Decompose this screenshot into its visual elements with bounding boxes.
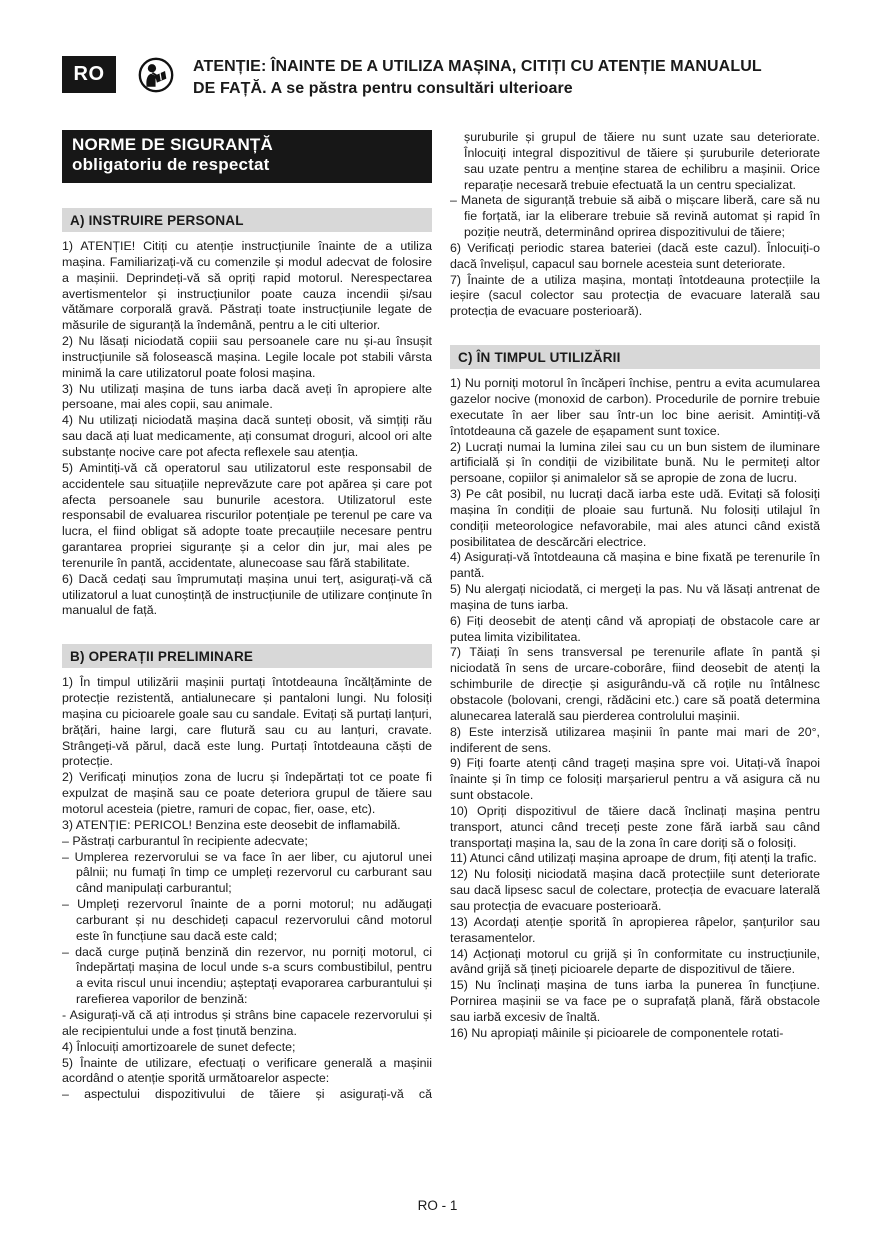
section-b-body xyxy=(62,675,432,1103)
section-c-header: C) ÎN TIMPUL UTILIZĂRII xyxy=(450,345,820,369)
paragraph: 6) Verificați periodic starea bateriei (dacă este cazul). Înlocuiți-o dacă învelișul, capacul sau bornele acesteia sunt deteriorate. xyxy=(450,240,820,271)
paragraph: 4) Înlocuiți amortizoarele de sunet defecte; xyxy=(62,1039,296,1054)
paragraph: 1) ATENȚIE! Citiți cu atenție instrucțiunile înainte de a utiliza mașina. Familiarizați-vă cu comenzile și modul adecvat de folosire a mașinii. Deprindeți-vă să opriți rapid motorul. Nerespectarea avertismentelor și instrucțiunilor poate cauza incendii și/sau vătămare corporală gravă. Păstrați toate instrucțiunile legate de măsurile de siguranță la îndemână, pentru a le citi ulterior. xyxy=(62,239,432,333)
paragraph: 2) Verificați minuțios zona de lucru și îndepărtați tot ce poate fi expulzat de mașină sau ce poate deteriora grupul de tăiere sau motorul acesteia (pietre, ramuri de copac, fier, oase, etc). xyxy=(62,770,432,816)
section-b-continued-body xyxy=(450,130,820,320)
paragraph: 11) Atunci când utilizați mașina aproape de drum, fiți atenți la trafic. xyxy=(450,851,817,866)
paragraph: – dacă curge puțină benzină din rezervor, nu porniți motorul, ci îndepărtați mașina de locul unde s-a scurs combustibilul, pentru a evita riscul unui incendiu; așteptați evaporarea carburantului și rarefierea vaporilor de benzină: xyxy=(62,944,432,1007)
section-c-body xyxy=(450,376,820,1041)
section-a-body xyxy=(62,239,432,619)
paragraph: 5) Înainte de utilizare, efectuați o verificare generală a mașinii acordând o atenție sporită următoarelor aspecte: xyxy=(62,1055,432,1086)
paragraph: 4) Asigurați-vă întotdeauna că mașina e bine fixată pe terenurile în pantă. xyxy=(450,550,820,581)
page-number: RO - 1 xyxy=(417,1198,458,1213)
header-warning-title xyxy=(193,56,762,100)
paragraph: - Asigurați-vă că ați introdus și strâns bine capacele rezervorului și ale recipientului unde a fost ținută benzina. xyxy=(62,1007,432,1038)
paragraph: 3) Nu utilizați mașina de tuns iarba dacă aveți în apropiere alte persoane, mai ales copii, sau animale. xyxy=(62,381,432,412)
safety-rules-banner-line1: NORME DE SIGURANȚĂ xyxy=(72,135,273,154)
paragraph: 7) Înainte de a utiliza mașina, montați întotdeauna protecțiile la ieșire (sacul colector sau protecția de evacuare laterală sau protecția de evacuare posterioară). xyxy=(450,272,820,319)
paragraph: 10) Opriți dispozitivul de tăiere dacă înclinați mașina pentru transport, atunci când treceți peste zone fără iarbă sau când transportați mașina la, sau de la zona în care doriți să o folosiți. xyxy=(450,803,820,850)
paragraph: 5) Nu alergați niciodată, ci mergeți la pas. Nu vă lăsați antrenat de mașina de tuns iarba. xyxy=(450,582,820,612)
paragraph: 2) Nu lăsați niciodată copiii sau persoanele care nu și-au însușit instrucțiunile să folosească mașina. Legile locale pot stabili vârsta minimă la care utilizatorul poate folosi mașina. xyxy=(62,334,432,380)
paragraph: 7) Tăiați în sens transversal pe terenurile aflate în pantă și niciodată în sens de urcare-coborâre, fiind deosebit de atenți la schimburile de direcție și asigurându-vă că roțile nu întâlnesc obstacole (bolovani, crengi, rădăcini etc.) care să poată determina alunecarea laterală sau pierderea controlului mașinii. xyxy=(450,645,820,723)
section-a-header: A) INSTRUIRE PERSONAL xyxy=(62,208,432,232)
paragraph: 3) ATENȚIE: PERICOL! Benzina este deosebit de inflamabilă. xyxy=(62,817,401,832)
paragraph: 15) Nu înclinați mașina de tuns iarba la punerea în funcțiune. Pornirea mașinii se va face pe o suprafață plană, fără obstacole sau iarbă excesiv de înaltă. xyxy=(450,978,820,1024)
paragraph: 1) În timpul utilizării mașinii purtați întotdeauna încălțăminte de protecție rezistentă, antialunecare și pantaloni lungi. Nu folosiți mașina cu picioarele goale sau cu sandale. Evitați să purtați lanțuri, brățări, haine largi, care flutură sau cu au lanțuri, cravate. Strângeți-vă părul, dacă este lung. Purtați întotdeauna căști de protecție. xyxy=(62,675,432,769)
paragraph: 14) Acționați motorul cu grijă și în conformitate cu instrucțiunile, având grijă să țineți picioarele departe de dispozitivul de tăiere. xyxy=(450,946,820,977)
page-header xyxy=(62,56,823,100)
language-badge: RO xyxy=(62,56,116,93)
paragraph: – aspectului dispozitivului de tăiere și asigurați-vă că xyxy=(62,1087,432,1102)
header-title-line1: ATENȚIE: ÎNAINTE DE A UTILIZA MAȘINA, CITIȚI CU ATENȚIE MANUALUL xyxy=(193,58,762,75)
paragraph: 4) Nu utilizați niciodată mașina dacă sunteți obosit, vă simțiți rău sau dacă ați luat medicamente, ați consumat droguri, alcool ori alte substanțe nocive care pot afecta reflexele sau atenția. xyxy=(62,413,432,459)
header-title-line2: DE FAȚĂ. A se păstra pentru consultări ulterioare xyxy=(193,80,573,97)
paragraph: 16) Nu apropiați mâinile și picioarele de componentele rotati- xyxy=(450,1025,784,1040)
read-manual-icon xyxy=(138,57,174,98)
paragraph: 5) Amintiți-vă că operatorul sau utilizatorul este responsabil de accidentele sau situațiile neprevăzute care pot apărea și care pot afecta persoanele sau bunurile acestora. Utilizatorul este responsabil de evaluarea riscurilor potențiale pe terenul pe care va lucra, el fiind obligat să adopte toate precauțiile necesare pentru garantarea propriei siguranțe și a celor din jur, mai ales pe terenurile în pantă, accidentate, alunecoase sau fără stabilitate. xyxy=(62,460,432,570)
paragraph: 12) Nu folosiți niciodată mașina dacă protecțiile sunt deteriorate sau dacă lipsesc sacul de colectare, protecția de evacuare laterală sau protecția de evacuare posterioară. xyxy=(450,867,820,913)
paragraph: – Umpleți rezervorul înainte de a porni motorul; nu adăugați carburant și nu deschideți capacul rezervorului când motorul este în funcțiune sau dacă este cald; xyxy=(62,897,432,943)
two-column-layout xyxy=(62,130,820,1103)
safety-rules-banner xyxy=(62,130,432,183)
paragraph: 8) Este interzisă utilizarea mașinii în pante mai mari de 20°, indiferent de sens. xyxy=(450,724,820,755)
left-column xyxy=(62,130,432,1103)
paragraph: – Umplerea rezervorului se va face în aer liber, cu ajutorul unei pâlnii; nu fumați în timp ce umpleți rezervorul cu carburant sau când manipulați carburantul; xyxy=(62,849,432,896)
paragraph: – Păstrați carburantul în recipiente adecvate; xyxy=(62,833,308,848)
paragraph: 2) Lucrați numai la lumina zilei sau cu un bun sistem de iluminare artificială și în condiții de vizibilitate bună. Nu le permiteți altor persoane, copiilor și animalelor să se apropie de zona de lucru. xyxy=(450,439,820,486)
paragraph: 3) Pe cât posibil, nu lucrați dacă iarba este udă. Evitați să folosiți mașina în condiții de ploaie sau furtună. Nu folosiți utilajul în condiții meteorologice nefavorabile, mai ales atunci când există posibilitatea de descărcări electrice. xyxy=(450,487,820,549)
paragraph: 9) Fiți foarte atenți când trageți mașina spre voi. Uitați-vă înapoi înainte și în timp ce folosiți marșarierul pentru a vă asigura că nu sunt obstacole. xyxy=(450,756,820,803)
paragraph: 13) Acordați atenție sporită în apropierea râpelor, șanțurilor sau terasamentelor. xyxy=(450,914,820,945)
paragraph: șuruburile și grupul de tăiere nu sunt uzate sau deteriorate. Înlocuiți integral dispozitivul de tăiere și șuruburile deteriorate sau uzate pentru a menține starea de echilibru a mașinii. Orice reparație necesară trebuie efectuată la un centru specializat. xyxy=(464,130,820,192)
safety-rules-banner-line2: obligatoriu de respectat xyxy=(72,155,270,174)
paragraph: 1) Nu porniți motorul în încăperi închise, pentru a evita acumularea gazelor nocive (monoxid de carbon). Procedurile de pornire trebuie executate în aer liber sau într-un loc bine aerisit. Amintiți-vă întotdeauna că gazele de eșapament sunt toxice. xyxy=(450,376,820,438)
paragraph: 6) Dacă cedați sau împrumutați mașina unui terț, asigurați-vă că utilizatorul a luat cunoștință de instrucțiunile de utilizare conținute în manualul de față. xyxy=(62,571,432,618)
section-b-header: B) OPERAȚII PRELIMINARE xyxy=(62,644,432,668)
paragraph: 6) Fiți deosebit de atenți când vă apropiați de obstacole care ar putea limita vizibilitatea. xyxy=(450,613,820,644)
right-column xyxy=(450,130,820,1103)
page-footer xyxy=(0,1198,875,1213)
paragraph: – Maneta de siguranță trebuie să aibă o mișcare liberă, care să nu fie forțată, iar la eliberare trebuie să revină automat și rapid în poziție neutră, determinând oprirea dispozitivului de tăiere; xyxy=(450,193,820,240)
